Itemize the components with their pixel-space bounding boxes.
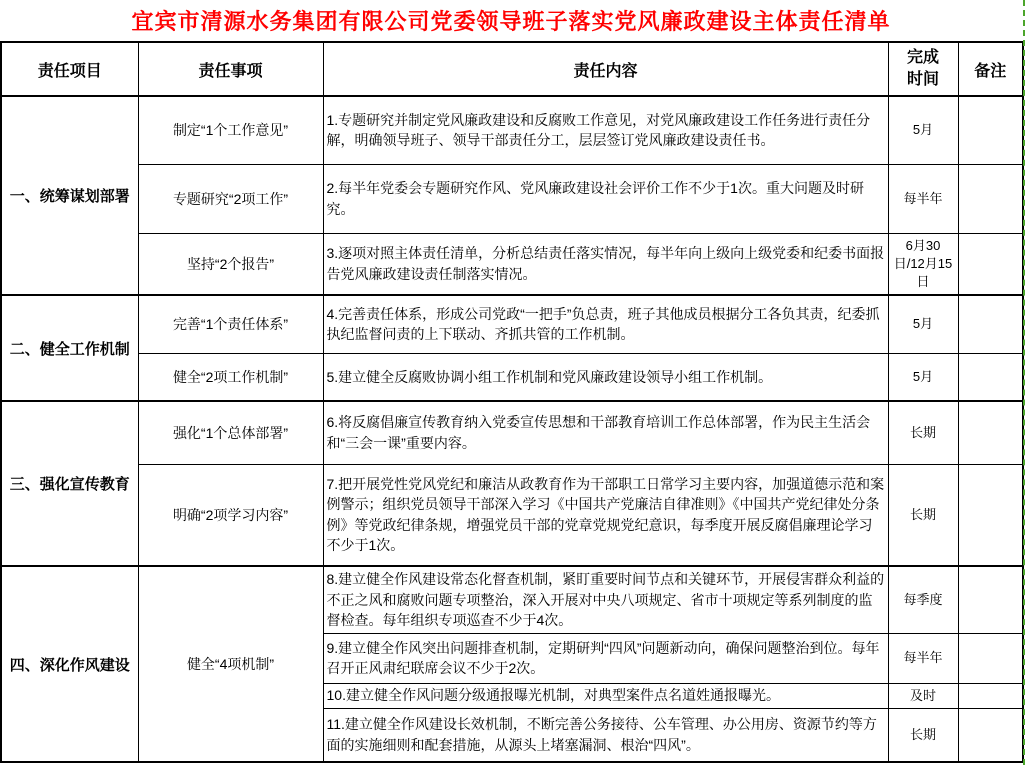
- table-row: [1, 96, 1023, 164]
- cell-item: 明确“2项学习内容”: [138, 464, 323, 566]
- col-header-project: 责任项目: [1, 42, 138, 96]
- cell-content: 2.每半年党委会专题研究作风、党风廉政建设社会评价工作不少于1次。重大问题及时研究。: [323, 164, 888, 233]
- cell-item-merged: 健全“4项机制”: [138, 566, 323, 762]
- cell-note: [958, 96, 1023, 164]
- cell-item: 制定“1个工作意见”: [138, 96, 323, 164]
- cell-note: [958, 164, 1023, 233]
- cell-content: 4.完善责任体系，形成公司党政“一把手”负总责，班子其他成员根据分工各负其责，纪委抓执纪监督问责的上下联动、齐抓共管的工作机制。: [323, 295, 888, 353]
- cell-time: 长期: [888, 464, 958, 566]
- cell-content: 9.建立健全作风突出问题排查机制，定期研判“四风”问题新动向，确保问题整治到位。每年召开正风肃纪联席会议不少于2次。: [323, 633, 888, 683]
- cell-time: 5月: [888, 96, 958, 164]
- cell-project-2: 二、健全工作机制: [1, 295, 138, 401]
- cell-note: [958, 683, 1023, 708]
- cell-time: 5月: [888, 295, 958, 353]
- cell-item: 专题研究“2项工作”: [138, 164, 323, 233]
- cell-note: [958, 633, 1023, 683]
- table-row: [1, 401, 1023, 464]
- cell-content: 7.把开展党性党风党纪和廉洁从政教育作为干部职工日常学习主要内容，加强道德示范和案例警示；组织党员领导干部深入学习《中国共产党廉洁自律准则》《中国共产党纪律处分条例》等党政纪律条规，增强党员干部的党章党规党纪意识，每季度开展反腐倡廉理论学习不少于1次。: [323, 464, 888, 566]
- responsibility-table: [0, 41, 1024, 763]
- page-break-line: [1023, 0, 1025, 765]
- page-title: 宜宾市清源水务集团有限公司党委领导班子落实党风廉政建设主体责任清单: [131, 9, 891, 34]
- cell-note: [958, 708, 1023, 762]
- col-header-time-label: 完成时间: [906, 49, 939, 88]
- col-header-note: 备注: [958, 42, 1023, 96]
- cell-time: 6月30日/12月15日: [888, 233, 958, 295]
- cell-note: [958, 464, 1023, 566]
- cell-content: 6.将反腐倡廉宣传教育纳入党委宣传思想和干部教育培训工作总体部署，作为民主生活会和“三会一课”重要内容。: [323, 401, 888, 464]
- cell-item: 强化“1个总体部署”: [138, 401, 323, 464]
- table-row: [1, 353, 1023, 401]
- cell-note: [958, 233, 1023, 295]
- cell-time: 每半年: [888, 633, 958, 683]
- cell-time: 长期: [888, 708, 958, 762]
- cell-item: 坚持“2个报告”: [138, 233, 323, 295]
- table-row: [1, 233, 1023, 295]
- cell-time: 长期: [888, 401, 958, 464]
- cell-item: 健全“2项工作机制”: [138, 353, 323, 401]
- cell-note: [958, 353, 1023, 401]
- cell-time: 每半年: [888, 164, 958, 233]
- cell-content: 1.专题研究并制定党风廉政建设和反腐败工作意见，对党风廉政建设工作任务进行责任分解，明确领导班子、领导干部责任分工，层层签订党风廉政建设责任书。: [323, 96, 888, 164]
- cell-content: 10.建立健全作风问题分级通报曝光机制，对典型案件点名道姓通报曝光。: [323, 683, 888, 708]
- cell-time: 及时: [888, 683, 958, 708]
- cell-project-3: 三、强化宣传教育: [1, 401, 138, 566]
- cell-note: [958, 401, 1023, 464]
- cell-item: 完善“1个责任体系”: [138, 295, 323, 353]
- col-header-time: [888, 42, 958, 96]
- cell-time: 5月: [888, 353, 958, 401]
- cell-note: [958, 566, 1023, 633]
- cell-note: [958, 295, 1023, 353]
- cell-content: 8.建立健全作风建设常态化督查机制，紧盯重要时间节点和关键环节，开展侵害群众利益的不正之风和腐败问题专项整治，深入开展对中央八项规定、省市十项规定等系列制度的监督检查。每年组织专项巡查不少于4次。: [323, 566, 888, 633]
- table-row: [1, 566, 1023, 633]
- cell-time: 每季度: [888, 566, 958, 633]
- table-row: [1, 464, 1023, 566]
- table-row: [1, 164, 1023, 233]
- cell-content: 5.建立健全反腐败协调小组工作机制和党风廉政建设领导小组工作机制。: [323, 353, 888, 401]
- cell-content: 3.逐项对照主体责任清单，分析总结责任落实情况，每半年向上级向上级党委和纪委书面报告党风廉政建设责任制落实情况。: [323, 233, 888, 295]
- cell-project-4: 四、深化作风建设: [1, 566, 138, 762]
- header-row: [1, 42, 1023, 96]
- table-row: [1, 295, 1023, 353]
- col-header-item: 责任事项: [138, 42, 323, 96]
- col-header-content: 责任内容: [323, 42, 888, 96]
- cell-content: 11.建立健全作风建设长效机制，不断完善公务接待、公车管理、办公用房、资源节约等方面的实施细则和配套措施，从源头上堵塞漏洞、根治“四风”。: [323, 708, 888, 762]
- cell-project-1: 一、统筹谋划部署: [1, 96, 138, 295]
